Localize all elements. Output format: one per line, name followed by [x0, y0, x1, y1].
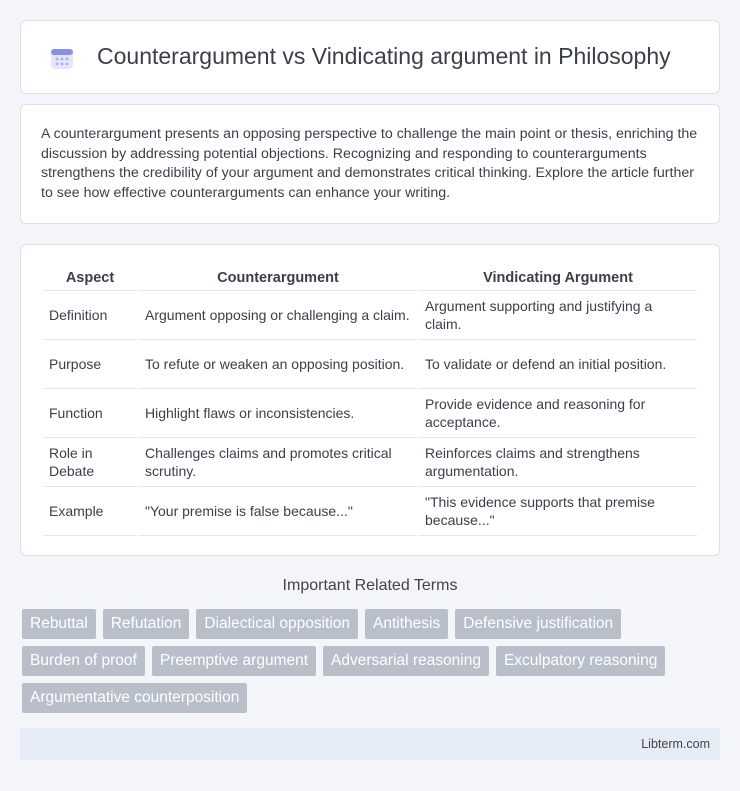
- related-terms-title: Important Related Terms: [282, 577, 458, 594]
- table-cell: Purpose: [43, 340, 137, 389]
- table-cell: Reinforces claims and strengthens argumentation.: [419, 438, 697, 487]
- footer-link[interactable]: Libterm.com: [641, 737, 710, 751]
- table-cell: Highlight flaws or inconsistencies.: [139, 389, 417, 438]
- table-row: [43, 340, 697, 389]
- table-cell: Challenges claims and promotes critical scrutiny.: [139, 438, 417, 487]
- table-row: [43, 487, 697, 536]
- table-cell: "This evidence supports that premise because...": [419, 487, 697, 536]
- term-tag[interactable]: Burden of proof: [22, 646, 145, 676]
- table-cell: Function: [43, 389, 137, 438]
- table-cell: Example: [43, 487, 137, 536]
- term-tag[interactable]: Preemptive argument: [152, 646, 316, 676]
- table-cell: Role in Debate: [43, 438, 137, 487]
- term-tag[interactable]: Argumentative counterposition: [22, 683, 247, 713]
- term-tag[interactable]: Exculpatory reasoning: [496, 646, 665, 676]
- term-tag[interactable]: Antithesis: [365, 609, 448, 639]
- table-cell: "Your premise is false because...": [139, 487, 417, 536]
- table-cell: Definition: [43, 291, 137, 340]
- table-cell: To validate or defend an initial position.: [419, 340, 697, 389]
- intro-card: [20, 104, 720, 224]
- table-cell: Argument supporting and justifying a claim.: [419, 291, 697, 340]
- term-tag[interactable]: Dialectical opposition: [196, 609, 358, 639]
- term-tag[interactable]: Rebuttal: [22, 609, 96, 639]
- comparison-table-card: [20, 244, 720, 556]
- table-row: [43, 438, 697, 487]
- table-row: [43, 389, 697, 438]
- term-tag[interactable]: Adversarial reasoning: [323, 646, 489, 676]
- term-tag[interactable]: Refutation: [103, 609, 190, 639]
- intro-text: A counterargument presents an opposing perspective to challenge the main point or thesis, enriching the discussion by addressing potential objections. Recognizing and responding to counterarguments strengthens the credibility of your argument and demonstrates critical thinking. Explore the article further to see how effective counterarguments can enhance your writing.: [41, 126, 698, 201]
- table-header-row: [43, 265, 697, 291]
- column-header: Counterargument: [139, 265, 417, 291]
- comparison-table: [41, 265, 699, 536]
- column-header: Vindicating Argument: [419, 265, 697, 291]
- table-cell: Provide evidence and reasoning for acceptance.: [419, 389, 697, 438]
- table-cell: To refute or weaken an opposing position.: [139, 340, 417, 389]
- page-title: Counterargument vs Vindicating argument in Philosophy: [97, 43, 671, 69]
- calendar-icon: [49, 45, 75, 71]
- related-terms-list: [22, 609, 722, 713]
- column-header: Aspect: [43, 265, 137, 291]
- term-tag[interactable]: Defensive justification: [455, 609, 621, 639]
- table-cell: Argument opposing or challenging a claim.: [139, 291, 417, 340]
- header-card: [20, 20, 720, 94]
- table-row: [43, 291, 697, 340]
- footer: [20, 728, 720, 760]
